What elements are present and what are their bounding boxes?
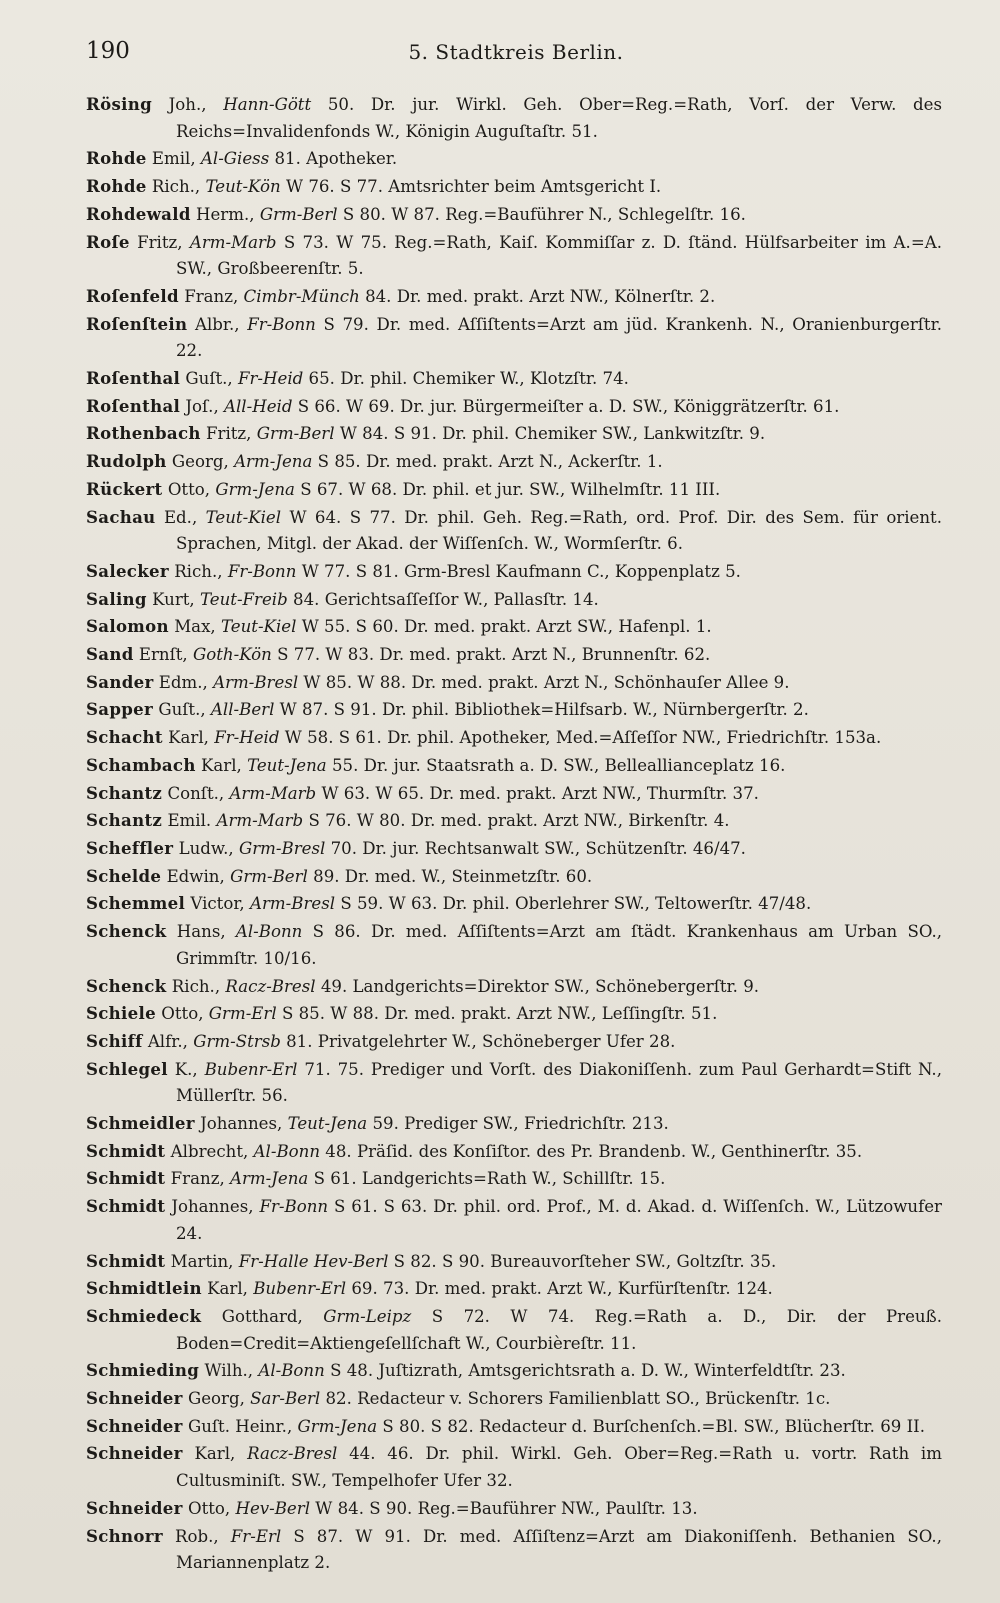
entry-given-name: Edm., — [158, 672, 208, 692]
entry-fraternity: Arm-Bresl — [250, 894, 336, 914]
entry-details: 50. Dr. jur. Wirkl. Geh. Ober=Reg.=Rath, Vorſ. der Verw. des Reichs=Invalidenfonds W., Königin Auguſtaſtr. 51. — [176, 95, 942, 141]
directory-entries — [86, 91, 942, 1577]
entry-details: W 85. W 88. Dr. med. prakt. Arzt N., Schönhauſer Allee 9. — [303, 672, 790, 692]
entry-fraternity: Fr-Heid — [237, 369, 304, 389]
entry-given-name: Edwin, — [166, 866, 225, 886]
entry-given-name: Karl, — [200, 755, 242, 775]
entry-text — [86, 452, 663, 471]
entry-surname: Schneider — [86, 1415, 183, 1436]
entry-fraternity: Grm-Berl — [256, 424, 335, 444]
entry-fraternity: Fr-Erl — [230, 1526, 282, 1546]
entry-surname: Schmeidler — [86, 1113, 195, 1134]
entry-surname: Salomon — [86, 616, 169, 637]
entry-given-name: Gotthard, — [221, 1306, 303, 1326]
entry-given-name: Herm., — [196, 204, 255, 224]
entry-surname: Roſe — [86, 231, 130, 252]
directory-entry — [86, 558, 942, 586]
entry-text — [86, 205, 746, 224]
directory-entry — [86, 1523, 942, 1577]
entry-details: 55. Dr. jur. Staatsrath a. D. SW., Belleallianceplatz 16. — [331, 755, 786, 775]
entry-given-name: Emil, — [151, 149, 196, 169]
entry-surname: Schlegel — [86, 1058, 168, 1079]
directory-entry — [86, 393, 942, 421]
entry-surname: Roſenfeld — [86, 285, 179, 306]
entry-text — [86, 700, 809, 719]
entry-surname: Schneider — [86, 1388, 183, 1409]
entry-details: 65. Dr. phil. Chemiker W., Klotzſtr. 74. — [308, 369, 629, 389]
directory-entry — [86, 669, 942, 697]
entry-details: 89. Dr. med. W., Steinmetzſtr. 60. — [313, 866, 593, 886]
entry-given-name: Martin, — [170, 1251, 234, 1271]
directory-entry — [86, 1413, 942, 1441]
entry-text — [86, 673, 790, 692]
entry-given-name: Joſ., — [185, 396, 219, 416]
directory-entry — [86, 918, 942, 972]
directory-entry — [86, 1275, 942, 1303]
entry-fraternity: Fr-Bonn — [259, 1197, 329, 1217]
entry-fraternity: Racz-Bresl — [225, 976, 316, 996]
entry-details: W 84. S 91. Dr. phil. Chemiker SW., Lankwitzſtr. 9. — [339, 424, 766, 444]
entry-given-name: Rich., — [174, 561, 223, 581]
entry-fraternity: Arm-Jena — [234, 452, 313, 472]
entry-details: W 87. S 91. Dr. phil. Bibliothek=Hilfsarb. W., Nürnbergerſtr. 2. — [279, 700, 809, 720]
directory-entry — [86, 1165, 942, 1193]
entry-details: S 80. W 87. Reg.=Bauführer N., Schlegelſtr. 16. — [342, 204, 746, 224]
directory-entry — [86, 283, 942, 311]
entry-details: 81. Privatgelehrter W., Schöneberger Ufer 28. — [286, 1031, 676, 1051]
entry-details: W 64. S 77. Dr. phil. Geh. Reg.=Rath, ord. Prof. Dir. des Sem. für orient. Sprachen, Mitgl. der Akad. der Wiſſenſch. W., Wormſerſtr. 6. — [176, 507, 942, 554]
entry-given-name: Johannes, — [171, 1197, 254, 1217]
entry-given-name: Max, — [174, 617, 216, 637]
entry-text — [86, 1444, 942, 1490]
directory-entry — [86, 752, 942, 780]
entry-text — [86, 922, 942, 968]
entry-fraternity: Al-Bonn — [235, 922, 303, 942]
entry-details: S 86. Dr. med. Aſſiſtents=Arzt am ſtädt. Krankenhaus am Urban SO., Grimmſtr. 10/16. — [176, 922, 942, 968]
entry-details: W 55. S 60. Dr. med. prakt. Arzt SW., Hafenpl. 1. — [301, 617, 712, 637]
entry-given-name: Guſt. Heinr., — [187, 1416, 293, 1436]
directory-entry — [86, 641, 942, 669]
entry-fraternity: Sar-Berl — [250, 1389, 321, 1409]
entry-fraternity: Teut-Jena — [287, 1114, 368, 1134]
entry-fraternity: Grm-Bresl — [238, 838, 326, 858]
directory-entry — [86, 1028, 942, 1056]
entry-given-name: Ludw., — [178, 838, 234, 858]
entry-text — [86, 1060, 942, 1106]
entry-given-name: Albr., — [195, 314, 240, 334]
entry-fraternity: Grm-Berl — [230, 866, 308, 886]
entry-text — [86, 1252, 776, 1271]
entry-given-name: Karl, — [194, 1444, 236, 1464]
entry-text — [86, 617, 712, 636]
entry-fraternity: Bubenr-Erl — [204, 1059, 298, 1079]
directory-entry — [86, 1193, 942, 1247]
directory-entry — [86, 613, 942, 641]
entry-given-name: Emil. — [167, 811, 212, 831]
entry-text — [86, 1307, 942, 1353]
directory-entry — [86, 448, 942, 476]
entry-fraternity: Hev-Berl — [235, 1498, 310, 1518]
entry-text — [86, 1361, 846, 1380]
entry-fraternity: Arm-Marb — [229, 783, 317, 803]
entry-details: S 67. W 68. Dr. phil. et jur. SW., Wilhelmſtr. 11 III. — [300, 479, 721, 499]
entry-details: 48. Präſid. des Konſiſtor. des Pr. Brandenb. W., Genthinerſtr. 35. — [325, 1141, 863, 1161]
entry-details: 69. 73. Dr. med. prakt. Arzt W., Kurfürſtenſtr. 124. — [351, 1279, 773, 1299]
entry-details: 84. Gerichtsaſſeſſor W., Pallasſtr. 14. — [293, 589, 599, 609]
entry-fraternity: Arm-Marb — [216, 811, 304, 831]
directory-entry — [86, 890, 942, 918]
entry-given-name: Karl, — [168, 728, 209, 748]
entry-fraternity: Grm-Strsb — [193, 1031, 281, 1051]
entry-fraternity: Teut-Jena — [247, 755, 327, 775]
entry-fraternity: Cimbr-Münch — [243, 286, 360, 306]
entry-given-name: Otto, — [161, 1004, 204, 1024]
entry-surname: Rothenbach — [86, 423, 201, 444]
entry-fraternity: Grm-Berl — [259, 204, 338, 224]
entry-given-name: Rich., — [151, 177, 201, 197]
entry-text — [86, 1004, 717, 1023]
directory-entry — [86, 1000, 942, 1028]
directory-entry — [86, 420, 942, 448]
running-title: 5. Stadtkreis Berlin. — [408, 40, 624, 64]
entry-given-name: Franz, — [170, 1169, 225, 1189]
entry-text — [86, 1142, 862, 1161]
entry-surname: Salecker — [86, 560, 169, 581]
entry-text — [86, 287, 715, 306]
directory-entry — [86, 586, 942, 614]
directory-entry — [86, 780, 942, 808]
entry-surname: Sander — [86, 671, 154, 692]
directory-entry — [86, 173, 942, 201]
entry-surname: Schantz — [86, 810, 163, 831]
entry-fraternity: All-Heid — [224, 396, 293, 416]
entry-given-name: Fritz, — [206, 424, 252, 444]
entry-fraternity: Teut-Kön — [205, 177, 281, 197]
entry-text — [86, 562, 741, 581]
entry-given-name: Alfr., — [147, 1031, 188, 1051]
entry-surname: Roſenthal — [86, 395, 181, 416]
directory-entry — [86, 1495, 942, 1523]
entry-fraternity: Al-Bonn — [258, 1361, 325, 1381]
entry-given-name: Karl, — [207, 1279, 248, 1299]
entry-details: 70. Dr. jur. Rechtsanwalt SW., Schützenſtr. 46/47. — [330, 838, 746, 858]
directory-entry — [86, 724, 942, 752]
entry-given-name: Guſt., — [185, 369, 233, 389]
entry-surname: Rohde — [86, 148, 147, 169]
entry-details: 84. Dr. med. prakt. Arzt NW., Kölnerſtr. 2. — [365, 286, 716, 306]
entry-text — [86, 397, 839, 416]
entry-surname: Schambach — [86, 754, 196, 775]
entry-fraternity: Hann-Gött — [223, 95, 312, 114]
directory-entry — [86, 835, 942, 863]
entry-given-name: Otto, — [187, 1498, 231, 1518]
entry-surname: Schmidt — [86, 1196, 166, 1217]
entry-given-name: Georg, — [171, 452, 229, 472]
entry-details: W 84. S 90. Reg.=Bauführer NW., Paulſtr. 13. — [315, 1498, 698, 1518]
entry-surname: Schmidt — [86, 1140, 166, 1161]
directory-entry — [86, 863, 942, 891]
directory-entry — [86, 201, 942, 229]
entry-details: S 61. Landgerichts=Rath W., Schillſtr. 15. — [313, 1169, 666, 1189]
entry-details: S 72. W 74. Reg.=Rath a. D., Dir. der Preuß. Boden=Credit=Aktiengeſellſchaft W., Courbièreſtr. 11. — [176, 1306, 942, 1353]
entry-fraternity: Racz-Bresl — [247, 1444, 338, 1464]
entry-fraternity: Teut-Kiel — [205, 507, 282, 527]
entry-surname: Saling — [86, 588, 147, 609]
entry-details: S 48. Juſtizrath, Amtsgerichtsrath a. D. W., Winterfeldtſtr. 23. — [330, 1361, 846, 1381]
entry-fraternity: All-Berl — [210, 700, 275, 720]
entry-text — [86, 645, 710, 664]
entry-fraternity: Arm-Jena — [230, 1169, 309, 1189]
entry-given-name: Georg, — [187, 1389, 245, 1409]
entry-text — [86, 728, 881, 747]
entry-details: W 77. S 81. Grm-Bresl Kaufmann C., Koppenplatz 5. — [301, 561, 741, 581]
entry-surname: Schiff — [86, 1030, 143, 1051]
entry-text — [86, 1527, 942, 1573]
entry-details: 49. Landgerichts=Direktor SW., Schönebergerſtr. 9. — [320, 976, 760, 996]
entry-text — [86, 480, 720, 499]
entry-fraternity: Arm-Marb — [189, 232, 277, 252]
page-header — [86, 38, 946, 74]
entry-surname: Schmieding — [86, 1360, 200, 1381]
entry-given-name: Rich., — [171, 976, 221, 996]
entry-text — [86, 177, 661, 196]
entry-given-name: Joh., — [168, 95, 207, 114]
entry-text — [86, 590, 599, 609]
entry-text — [86, 1197, 942, 1243]
directory-entry — [86, 1110, 942, 1138]
directory-entry — [86, 145, 942, 173]
entry-surname: Schmidtlein — [86, 1278, 202, 1299]
entry-text — [86, 784, 759, 803]
entry-given-name: Otto, — [167, 479, 211, 499]
directory-entry — [86, 973, 942, 1001]
entry-details: S 76. W 80. Dr. med. prakt. Arzt NW., Birkenſtr. 4. — [308, 811, 730, 831]
entry-text — [86, 1389, 830, 1408]
directory-entry — [86, 229, 942, 283]
entry-text — [86, 756, 785, 775]
entry-text — [86, 149, 397, 168]
entry-text — [86, 424, 765, 443]
entry-details: 81. Apotheker. — [274, 149, 398, 169]
directory-entry — [86, 91, 942, 145]
directory-entry — [86, 1138, 942, 1166]
entry-given-name: Kurt, — [152, 589, 195, 609]
entry-given-name: Johannes, — [200, 1114, 283, 1134]
entry-details: S 59. W 63. Dr. phil. Oberlehrer SW., Teltowerſtr. 47/48. — [340, 894, 812, 914]
entry-surname: Sapper — [86, 699, 154, 720]
entry-fraternity: Bubenr-Erl — [253, 1279, 347, 1299]
directory-entry — [86, 311, 942, 365]
entry-details: S 87. W 91. Dr. med. Aſſiſtenz=Arzt am Diakoniſſenh. Bethanien SO., Mariannenplatz 2. — [176, 1526, 942, 1573]
entry-fraternity: Grm-Leipz — [323, 1306, 412, 1326]
entry-surname: Roſenthal — [86, 368, 181, 389]
entry-surname: Schmidt — [86, 1168, 166, 1189]
directory-entry — [86, 807, 942, 835]
directory-entry — [86, 476, 942, 504]
entry-details: W 58. S 61. Dr. phil. Apotheker, Med.=Aſſeſſor NW., Friedrichſtr. 153a. — [284, 728, 882, 748]
entry-surname: Rohde — [86, 176, 147, 197]
entry-fraternity: Fr-Bonn — [247, 314, 316, 334]
entry-surname: Schmiedeck — [86, 1305, 202, 1326]
entry-fraternity: Grm-Jena — [297, 1416, 378, 1436]
entry-text — [86, 811, 730, 830]
entry-fraternity: Grm-Erl — [208, 1004, 277, 1024]
entry-text — [86, 1032, 675, 1051]
entry-surname: Schelde — [86, 865, 162, 886]
entry-surname: Scheffler — [86, 837, 174, 858]
entry-given-name: Franz, — [184, 286, 239, 306]
entry-surname: Schemmel — [86, 893, 186, 914]
entry-text — [86, 315, 942, 361]
entry-surname: Schneider — [86, 1443, 183, 1464]
entry-text — [86, 1499, 698, 1518]
entry-fraternity: Fr-Heid — [214, 728, 280, 748]
entry-fraternity: Grm-Jena — [215, 479, 295, 499]
entry-fraternity: Arm-Bresl — [213, 672, 299, 692]
entry-fraternity: Al-Giess — [200, 149, 270, 169]
entry-surname: Schnorr — [86, 1525, 163, 1546]
entry-surname: Rohdewald — [86, 203, 191, 224]
entry-surname: Roſenſtein — [86, 313, 188, 334]
entry-text — [86, 867, 592, 886]
entry-details: W 76. S 77. Amtsrichter beim Amtsgericht I. — [285, 177, 662, 197]
directory-entry — [86, 1385, 942, 1413]
entry-text — [86, 95, 942, 141]
entry-details: 59. Prediger SW., Friedrichſtr. 213. — [372, 1114, 669, 1134]
entry-given-name: Conſt., — [167, 783, 225, 803]
entry-details: S 77. W 83. Dr. med. prakt. Arzt N., Brunnenſtr. 62. — [277, 645, 711, 665]
entry-surname: Schneider — [86, 1497, 183, 1518]
directory-entry — [86, 696, 942, 724]
entry-fraternity: Al-Bonn — [253, 1141, 321, 1161]
entry-text — [86, 1279, 773, 1298]
entry-text — [86, 1114, 669, 1133]
entry-details: S 79. Dr. med. Aſſiſtents=Arzt am jüd. Krankenh. N., Oranienburgerſtr. 22. — [176, 314, 942, 361]
entry-surname: Sand — [86, 644, 134, 665]
directory-entry — [86, 1056, 942, 1110]
entry-text — [86, 839, 746, 858]
entry-given-name: Ernſt, — [138, 645, 188, 665]
entry-details: 44. 46. Dr. phil. Wirkl. Geh. Ober=Reg.=Rath u. vortr. Rath im Cultusminiſt. SW., Tempelhofer Ufer 32. — [176, 1444, 942, 1491]
entry-surname: Rösing — [86, 94, 152, 114]
directory-entry — [86, 1248, 942, 1276]
entry-details: S 73. W 75. Reg.=Rath, Kaiſ. Kommiſſar z. D. ſtänd. Hülfsarbeiter im A.=A. SW., Großbeerenſtr. 5. — [176, 232, 942, 279]
directory-entry — [86, 504, 942, 558]
entry-given-name: Wilh., — [204, 1361, 254, 1381]
entry-details: W 63. W 65. Dr. med. prakt. Arzt NW., Thurmſtr. 37. — [321, 783, 759, 803]
entry-details: S 61. S 63. Dr. phil. ord. Prof., M. d. Akad. d. Wiſſenſch. W., Lützowufer 24. — [176, 1197, 942, 1243]
entry-details: S 85. W 88. Dr. med. prakt. Arzt NW., Leſſingſtr. 51. — [281, 1004, 718, 1024]
entry-details: S 85. Dr. med. prakt. Arzt N., Ackerſtr. 1. — [317, 452, 663, 472]
entry-details: 71. 75. Prediger und Vorſt. des Diakoniſſenh. zum Paul Gerhardt=Stift N., Müllerſtr. 56. — [176, 1059, 942, 1106]
entry-surname: Schenck — [86, 921, 167, 942]
entry-fraternity: Teut-Freib — [199, 589, 288, 609]
entry-details: S 82. S 90. Bureauvorſteher SW., Goltzſtr. 35. — [393, 1251, 777, 1271]
entry-details: S 80. S 82. Redacteur d. Burſchenſch.=Bl. SW., Blücherſtr. 69 II. — [382, 1416, 925, 1436]
entry-given-name: Ed., — [163, 507, 198, 527]
entry-text — [86, 977, 759, 996]
entry-fraternity: Teut-Kiel — [221, 617, 297, 637]
entry-given-name: Albrecht, — [170, 1141, 249, 1161]
entry-fraternity: Goth-Kön — [193, 645, 272, 665]
directory-entry — [86, 365, 942, 393]
page-number: 190 — [86, 38, 130, 64]
entry-text — [86, 894, 811, 913]
entry-surname: Schenck — [86, 975, 167, 996]
entry-text — [86, 233, 942, 279]
entry-given-name: Fritz, — [137, 232, 183, 252]
entry-fraternity: Fr-Bonn — [227, 561, 297, 581]
directory-entry — [86, 1357, 942, 1385]
entry-details: S 66. W 69. Dr. jur. Bürgermeiſter a. D. SW., Königgrätzerſtr. 61. — [297, 396, 840, 416]
entry-given-name: Victor, — [190, 894, 245, 914]
entry-surname: Schiele — [86, 1003, 156, 1024]
entry-given-name: Rob., — [175, 1526, 219, 1546]
entry-text — [86, 508, 942, 554]
entry-given-name: Hans, — [176, 922, 226, 942]
entry-text — [86, 1169, 665, 1188]
entry-fraternity: Fr-Halle Hev-Berl — [238, 1251, 389, 1271]
entry-surname: Rückert — [86, 478, 163, 499]
directory-entry — [86, 1440, 942, 1494]
entry-given-name: Guſt., — [158, 700, 206, 720]
entry-text — [86, 1417, 925, 1436]
entry-surname: Rudolph — [86, 451, 167, 472]
entry-surname: Sachau — [86, 506, 156, 527]
entry-details: 82. Redacteur v. Schorers Familienblatt SO., Brückenſtr. 1c. — [325, 1389, 831, 1409]
entry-given-name: K., — [174, 1059, 198, 1079]
entry-surname: Schacht — [86, 727, 163, 748]
entry-surname: Schmidt — [86, 1250, 166, 1271]
directory-entry — [86, 1303, 942, 1357]
entry-text — [86, 369, 629, 388]
entry-surname: Schantz — [86, 782, 163, 803]
